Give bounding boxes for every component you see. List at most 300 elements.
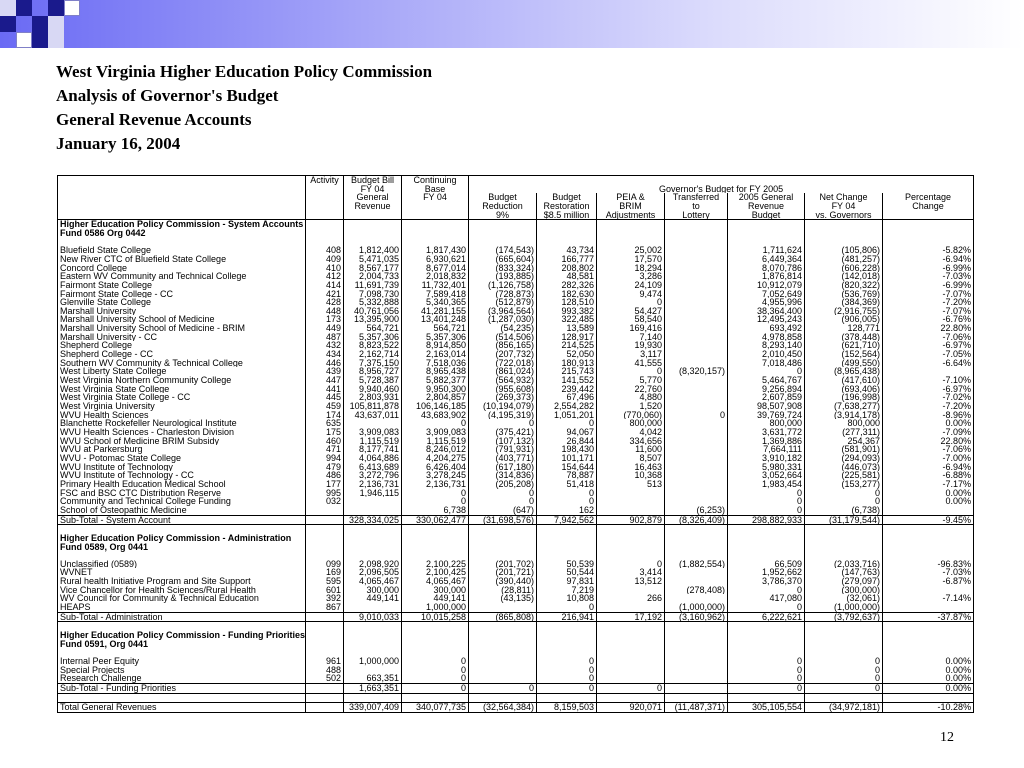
row-label: Sub-Total - System Account (58, 515, 306, 525)
header-budget-bill: FY 04 (344, 185, 402, 194)
table-cell: (1,882,554) (665, 560, 728, 569)
table-cell: (1,000,000) (665, 603, 728, 612)
table-cell: 449,141 (402, 594, 469, 603)
row-label: Glenville State College (60, 298, 152, 307)
table-cell: 2,804,857 (402, 393, 469, 402)
table-cell: (32,061) (805, 594, 883, 603)
header-budget-reduction: Reduction (469, 202, 537, 211)
table-cell: 0 (805, 674, 883, 683)
header-2005-general: 2005 General (728, 193, 805, 202)
table-cell (597, 666, 665, 675)
table-cell: 174 (306, 411, 344, 420)
table-cell: (277,311) (805, 428, 883, 437)
table-cell (665, 463, 728, 472)
total-row (58, 703, 974, 713)
table-cell: (3,914,178) (805, 411, 883, 420)
table-cell: 3,414 (597, 568, 665, 577)
table-cell (665, 246, 728, 255)
table-cell (597, 657, 665, 666)
table-cell: 1,663,351 (344, 683, 402, 693)
table-row (58, 290, 974, 299)
table-cell (883, 506, 974, 515)
table-cell: 0.00% (883, 666, 974, 675)
table-row (58, 666, 974, 675)
table-cell: 10,808 (537, 594, 597, 603)
table-cell (597, 489, 665, 498)
table-cell: (269,373) (469, 393, 537, 402)
table-cell: 5,340,365 (402, 298, 469, 307)
table-cell: 0 (537, 603, 597, 612)
table-cell: 1,952,662 (728, 568, 805, 577)
blank-row (58, 693, 974, 703)
table-row (58, 577, 974, 586)
table-cell: 0 (402, 489, 469, 498)
table-cell: (581,901) (805, 445, 883, 454)
table-cell: 339,007,409 (344, 703, 402, 713)
table-cell (665, 577, 728, 586)
table-cell: 0.00% (883, 419, 974, 428)
table-cell: (481,257) (805, 255, 883, 264)
header-budget-restoration: Budget (537, 193, 597, 202)
table-cell: 7,375,150 (344, 359, 402, 368)
table-cell: 1,115,519 (402, 437, 469, 446)
table-cell: 0 (728, 683, 805, 693)
table-cell: 2,096,505 (344, 568, 402, 577)
table-row (58, 324, 974, 333)
table-cell: 300,000 (402, 586, 469, 595)
table-cell (883, 367, 974, 376)
table-cell: (375,421) (469, 428, 537, 437)
table-cell: 3,909,083 (344, 428, 402, 437)
table-cell: 446 (306, 359, 344, 368)
table-cell: (3,792,637) (805, 612, 883, 622)
table-cell: 54,427 (597, 307, 665, 316)
table-cell: 0 (469, 497, 537, 506)
table-cell: 392 (306, 594, 344, 603)
header-budget-restoration: Restoration (537, 202, 597, 211)
table-cell: (3,160,962) (665, 612, 728, 622)
table-cell: 2,136,731 (344, 480, 402, 489)
table-cell: 1,000,000 (402, 603, 469, 612)
table-row (58, 560, 974, 569)
section-header-row (58, 534, 974, 543)
page-number: 12 (940, 730, 954, 745)
table-cell: 800,000 (728, 419, 805, 428)
table-cell: -6.97% (883, 341, 974, 350)
table-cell: 8,965,438 (402, 367, 469, 376)
table-cell: 0 (805, 657, 883, 666)
title-line: January 16, 2004 (56, 134, 181, 153)
table-cell: (6,253) (665, 506, 728, 515)
table-cell: -6.88% (883, 471, 974, 480)
table-cell: (32,564,384) (469, 703, 537, 713)
table-cell: 12,495,243 (728, 315, 805, 324)
table-cell: 98,507,908 (728, 402, 805, 411)
table-row (58, 489, 974, 498)
table-cell (665, 402, 728, 411)
table-cell: 2,018,832 (402, 272, 469, 281)
table-cell: 5,357,306 (344, 333, 402, 342)
table-cell: 0 (597, 683, 665, 693)
table-cell: (1,000,000) (805, 603, 883, 612)
table-cell: 41,555 (597, 359, 665, 368)
table-cell: 2,010,450 (728, 350, 805, 359)
table-cell (469, 657, 537, 666)
table-cell: (665,604) (469, 255, 537, 264)
table-cell: (8,320,157) (665, 367, 728, 376)
table-cell: 0 (728, 489, 805, 498)
table-cell: 993,382 (537, 307, 597, 316)
table-cell: (31,179,544) (805, 515, 883, 525)
table-cell: 0 (728, 497, 805, 506)
table-cell (665, 480, 728, 489)
table-cell: (11,487,371) (665, 703, 728, 713)
blank-row (58, 238, 974, 247)
header-net-change: FY 04 (805, 202, 883, 211)
table-cell: 2,004,733 (344, 272, 402, 281)
table-row (58, 367, 974, 376)
table-cell: 175 (306, 428, 344, 437)
header-row (58, 176, 974, 185)
table-cell: 1,711,624 (728, 246, 805, 255)
table-cell: 254,367 (805, 437, 883, 446)
row-label: West Virginia State College - CC (60, 393, 191, 403)
table-cell: -7.00% (883, 454, 974, 463)
table-cell: (791,931) (469, 445, 537, 454)
table-cell: 449,141 (344, 594, 402, 603)
table-cell (344, 419, 402, 428)
table-cell: 10,912,079 (728, 281, 805, 290)
table-cell: (865,808) (469, 612, 537, 622)
table-cell (665, 489, 728, 498)
table-cell: 0 (805, 497, 883, 506)
header-row (58, 185, 974, 194)
table-cell: (278,408) (665, 586, 728, 595)
table-cell: (417,610) (805, 376, 883, 385)
table-cell: (105,806) (805, 246, 883, 255)
row-label: Southern WV Community & Technical College (60, 358, 243, 368)
table-cell: 19,930 (597, 341, 665, 350)
table-cell: 502 (306, 674, 344, 683)
table-cell: 441 (306, 385, 344, 394)
table-cell: 24,109 (597, 281, 665, 290)
table-cell: 106,146,185 (402, 402, 469, 411)
table-cell: (225,581) (805, 471, 883, 480)
table-cell: 460 (306, 437, 344, 446)
table-cell: 0 (728, 367, 805, 376)
table-cell: 448 (306, 307, 344, 316)
table-cell: (621,710) (805, 341, 883, 350)
table-cell: 0 (537, 497, 597, 506)
table-cell (665, 393, 728, 402)
table-row (58, 463, 974, 472)
table-cell: 22.80% (883, 324, 974, 333)
table-cell (665, 497, 728, 506)
row-label: Vice Chancellor for Health Sciences/Rural Health (60, 585, 256, 595)
table-cell: 0 (597, 298, 665, 307)
table-cell: 6,449,364 (728, 255, 805, 264)
table-cell: 1,520 (597, 402, 665, 411)
table-cell: -6.97% (883, 385, 974, 394)
table-cell: 2,098,920 (344, 560, 402, 569)
table-cell (665, 359, 728, 368)
table-cell (665, 264, 728, 273)
table-cell: (906,005) (805, 315, 883, 324)
section-title: Higher Education Policy Commission - Funding Priorities (60, 630, 306, 641)
row-label: Special Projects (60, 665, 125, 675)
row-label: WV Council for Community & Technical Education (60, 594, 259, 604)
table-cell (597, 586, 665, 595)
table-cell (665, 385, 728, 394)
header-budget-bill: Revenue (344, 202, 402, 211)
row-label: WVNET (60, 568, 93, 578)
table-cell: 601 (306, 586, 344, 595)
table-cell: 11,691,739 (344, 281, 402, 290)
table-row (58, 586, 974, 595)
header-transferred: to (665, 202, 728, 211)
table-cell: 182,630 (537, 290, 597, 299)
table-cell: 564,721 (402, 324, 469, 333)
table-cell: -7.03% (883, 568, 974, 577)
table-row (58, 393, 974, 402)
table-cell: (2,916,755) (805, 307, 883, 316)
table-cell: 3,909,083 (402, 428, 469, 437)
table-cell: 0 (402, 683, 469, 693)
table-cell: (8,965,438) (805, 367, 883, 376)
section-title: Higher Education Policy Commission - System Accounts (60, 219, 304, 230)
table-cell: 214,525 (537, 341, 597, 350)
table-cell: (2,033,716) (805, 560, 883, 569)
table-cell: 22,760 (597, 385, 665, 394)
table-row (58, 497, 974, 506)
table-cell (665, 272, 728, 281)
table-cell (665, 666, 728, 675)
table-cell: 0 (597, 560, 665, 569)
header-peia-brim: BRIM (597, 202, 665, 211)
table-row (58, 264, 974, 273)
table-cell: 0.00% (883, 674, 974, 683)
table-cell: (378,448) (805, 333, 883, 342)
table-cell: 7,140 (597, 333, 665, 342)
table-cell: 1,812,400 (344, 246, 402, 255)
table-row (58, 568, 974, 577)
table-cell: (6,738) (805, 506, 883, 515)
table-cell: 2,163,014 (402, 350, 469, 359)
table-cell: (647) (469, 506, 537, 515)
row-label: Shepherd College - CC (60, 350, 154, 359)
table-cell: 099 (306, 560, 344, 569)
table-cell: -7.05% (883, 350, 974, 359)
table-cell: 800,000 (805, 419, 883, 428)
table-cell: 16,463 (597, 463, 665, 472)
header-cell-label (58, 176, 306, 185)
table-cell: 4,064,886 (344, 454, 402, 463)
table-cell: 41,281,155 (402, 307, 469, 316)
table-cell: 25,002 (597, 246, 665, 255)
table-cell: 43,637,011 (344, 411, 402, 420)
table-cell: 328,334,025 (344, 515, 402, 525)
row-label: Internal Peer Equity (60, 657, 140, 666)
table-cell: (617,180) (469, 463, 537, 472)
row-label: Unclassified (0589) (60, 559, 138, 569)
table-row (58, 445, 974, 454)
table-cell: 0 (469, 489, 537, 498)
table-cell: 7,219 (537, 586, 597, 595)
table-cell: -7.06% (883, 333, 974, 342)
row-label: Bluefield State College (60, 246, 152, 255)
table-cell: 180,913 (537, 359, 597, 368)
table-cell: 032 (306, 497, 344, 506)
table-cell (597, 506, 665, 515)
table-cell (306, 612, 344, 622)
table-cell: -7.10% (883, 376, 974, 385)
table-cell: 994 (306, 454, 344, 463)
table-cell: -37.87% (883, 612, 974, 622)
row-label: Fairmont State College - CC (60, 289, 174, 299)
table-cell: -7.17% (883, 480, 974, 489)
table-cell: 408 (306, 246, 344, 255)
table-cell: 0 (728, 674, 805, 683)
table-cell: 0 (805, 489, 883, 498)
table-cell (597, 674, 665, 683)
table-cell: 169,416 (597, 324, 665, 333)
table-cell: (174,543) (469, 246, 537, 255)
row-label: Eastern WV Community and Technical College (60, 272, 247, 281)
table-cell: 0 (537, 489, 597, 498)
table-cell: 3,286 (597, 272, 665, 281)
header-peia-brim: Adjustments (597, 211, 665, 220)
table-cell: 3,278,245 (402, 471, 469, 480)
table-cell: (300,000) (805, 586, 883, 595)
table-cell: 11,600 (597, 445, 665, 454)
table-cell: -10.28% (883, 703, 974, 713)
row-label: Total General Revenues (58, 703, 306, 713)
table-cell: (1,126,758) (469, 281, 537, 290)
table-cell (665, 674, 728, 683)
table-row (58, 298, 974, 307)
table-cell: 239,442 (537, 385, 597, 394)
table-cell: 0 (402, 666, 469, 675)
table-row (58, 674, 974, 683)
table-cell (665, 568, 728, 577)
table-cell: 513 (597, 480, 665, 489)
table-cell: 0 (402, 497, 469, 506)
header-budget-reduction: 9% (469, 211, 537, 220)
table-cell (665, 683, 728, 693)
table-cell: 5,471,035 (344, 255, 402, 264)
table-cell: -7.06% (883, 445, 974, 454)
header-percentage: Percentage (883, 193, 974, 202)
budget-table (57, 175, 974, 713)
title-line: Analysis of Governor's Budget (56, 86, 279, 105)
table-cell: 38,364,400 (728, 307, 805, 316)
table-cell: 6,413,689 (344, 463, 402, 472)
table-cell: -7.20% (883, 298, 974, 307)
section-title: Higher Education Policy Commission - Administration (60, 532, 292, 543)
table-cell: (693,406) (805, 385, 883, 394)
table-cell: 128,771 (805, 324, 883, 333)
table-cell: (384,369) (805, 298, 883, 307)
table-cell: 4,880 (597, 393, 665, 402)
table-cell: 995 (306, 489, 344, 498)
table-cell (306, 506, 344, 515)
table-cell: (446,073) (805, 463, 883, 472)
table-cell: (205,208) (469, 480, 537, 489)
table-cell: (107,132) (469, 437, 537, 446)
table-cell: 0 (537, 683, 597, 693)
table-cell (665, 290, 728, 299)
table-cell: 0 (402, 674, 469, 683)
table-cell (665, 315, 728, 324)
table-cell: 4,065,467 (402, 577, 469, 586)
table-cell: 173 (306, 315, 344, 324)
table-cell: 3,786,370 (728, 577, 805, 586)
table-cell: 459 (306, 402, 344, 411)
table-cell: 40,761,056 (344, 307, 402, 316)
table-cell: 1,946,115 (344, 489, 402, 498)
table-cell (665, 281, 728, 290)
table-cell: 595 (306, 577, 344, 586)
table-cell: 488 (306, 666, 344, 675)
table-cell: 0 (665, 411, 728, 420)
header-transferred: Lottery (665, 211, 728, 220)
table-cell: (770,060) (597, 411, 665, 420)
table-row (58, 419, 974, 428)
table-cell: 8,159,503 (537, 703, 597, 713)
table-cell: 4,065,467 (344, 577, 402, 586)
row-label: Sub-Total - Administration (58, 612, 306, 622)
table-cell: (279,097) (805, 577, 883, 586)
table-cell: (820,322) (805, 281, 883, 290)
table-cell: 5,357,306 (402, 333, 469, 342)
row-label: Community and Technical College Funding (60, 497, 231, 506)
table-cell: (3,964,564) (469, 307, 537, 316)
row-label: New River CTC of Bluefield State College (60, 254, 227, 264)
table-cell: 0.00% (883, 489, 974, 498)
table-cell: 2,607,859 (728, 393, 805, 402)
table-row (58, 376, 974, 385)
header-net-change: vs. Governors (805, 211, 883, 220)
table-cell: 5,980,331 (728, 463, 805, 472)
table-cell: 6,426,404 (402, 463, 469, 472)
header-activity: Activity (306, 176, 344, 185)
table-cell (665, 350, 728, 359)
table-cell: 421 (306, 290, 344, 299)
table-cell: 449 (306, 324, 344, 333)
table-cell: (31,698,576) (469, 515, 537, 525)
table-cell: -7.14% (883, 594, 974, 603)
table-cell: 4,955,996 (728, 298, 805, 307)
table-cell: 3,272,796 (344, 471, 402, 480)
table-cell: -7.07% (883, 307, 974, 316)
table-cell: -7.20% (883, 402, 974, 411)
table-cell: 693,492 (728, 324, 805, 333)
row-label: WVU Institute of Technology - CC (60, 471, 194, 480)
table-cell: 0 (537, 674, 597, 683)
table-cell: -7.02% (883, 393, 974, 402)
table-cell: 67,496 (537, 393, 597, 402)
table-cell (665, 324, 728, 333)
subtotal-row (58, 683, 974, 693)
table-cell: 1,983,454 (728, 480, 805, 489)
table-cell: -6.64% (883, 359, 974, 368)
table-cell: 9,950,300 (402, 385, 469, 394)
section-header-row (58, 640, 974, 649)
table-cell: 412 (306, 272, 344, 281)
table-cell: 902,879 (597, 515, 665, 525)
table-cell: 428 (306, 298, 344, 307)
table-row (58, 594, 974, 603)
